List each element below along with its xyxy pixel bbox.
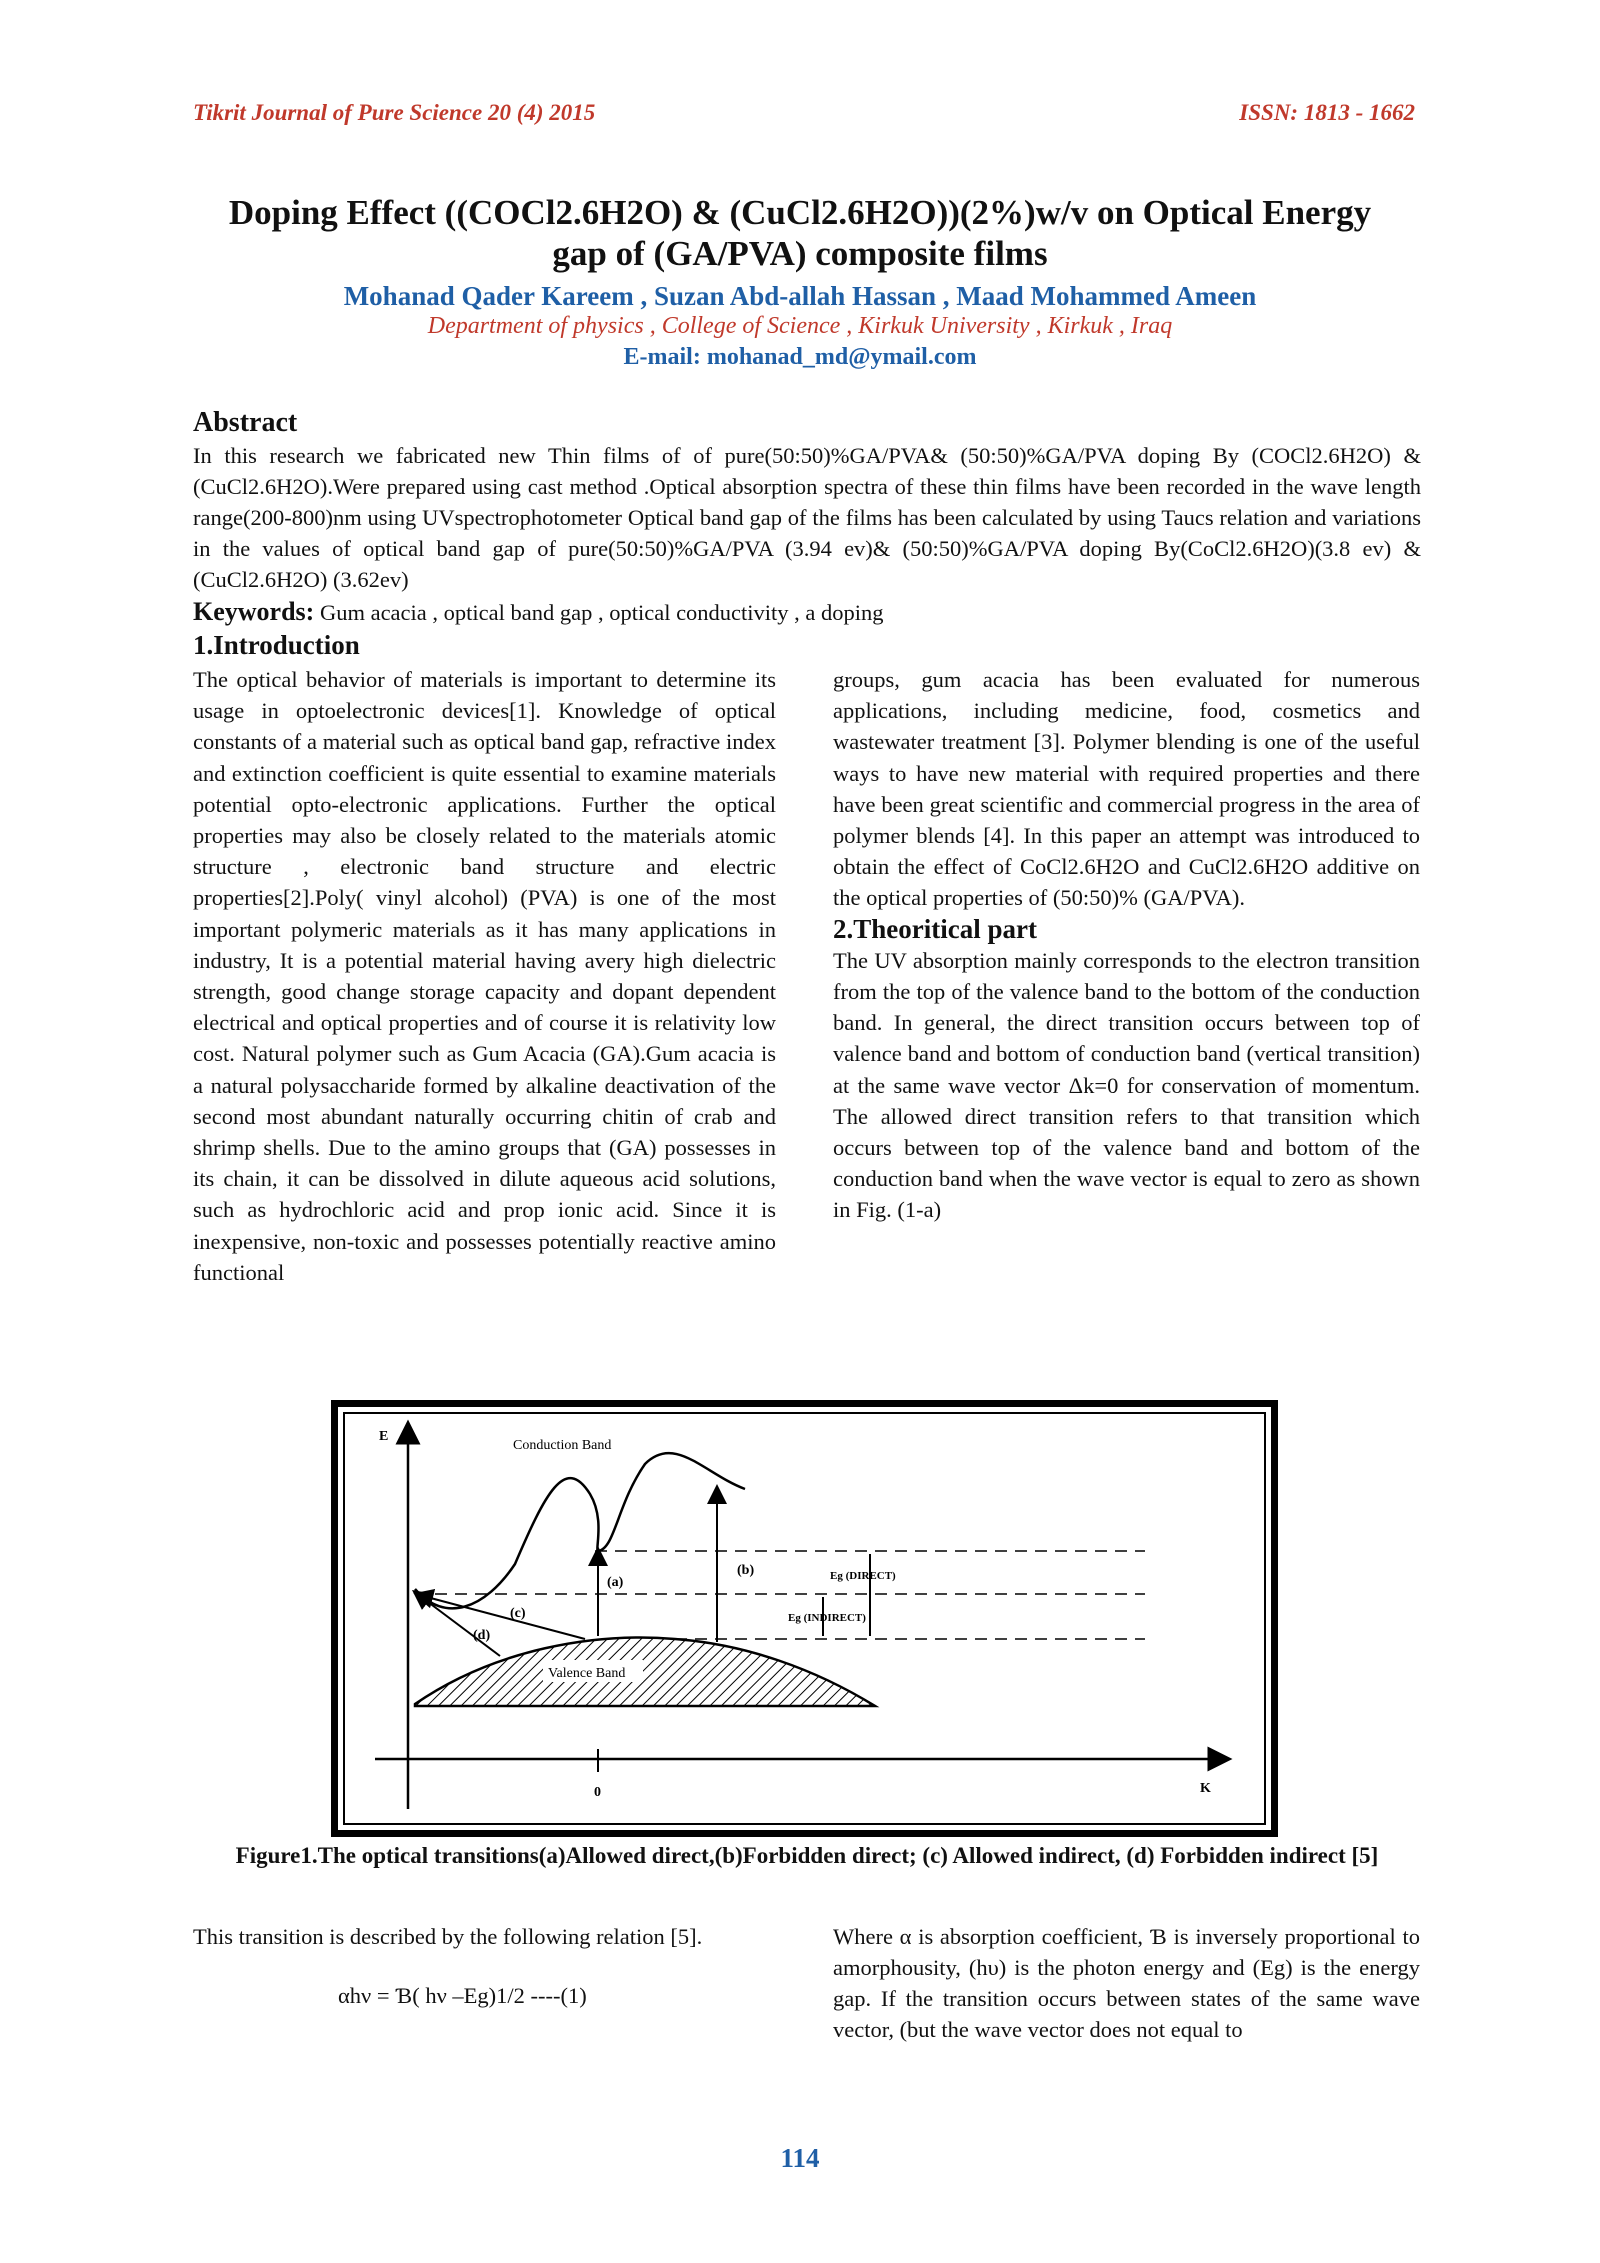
conduction-band-curve — [415, 1453, 745, 1608]
label-a: (a) — [607, 1575, 624, 1590]
e-axis-label: E — [379, 1429, 389, 1444]
theory-text: The UV absorption mainly corresponds to the electron transition from the top of the valence band to the bottom of the conduction band. In general, the direct transition occurs between top of valence band and bottom of conduction band (vertical transition) at the same wave vector Δk=0 for conservation of momentum. The allowed direct transition refers to that transition which occurs between top of the valence band and bottom of the conduction band when the wave vector is equal to zero as shown in Fig. (1-a) — [833, 947, 1420, 1223]
title-line-2: gap of (GA/PVA) composite films — [552, 234, 1048, 273]
figure-inner — [343, 1412, 1266, 1825]
intro-right-text: groups, gum acacia has been evaluated for numerous applications, including medicine, food, cosmetics and wastewater treatment [3]. Polymer blending is one of the useful ways to have new material with required properties and there have been great scientific and commercial progress in the area of polymer blends [4]. In this paper an attempt was introduced to obtain the effect of CoCl2.6H2O and CuCl2.6H2O additive on the optical properties of (50:50)% (GA/PVA). — [833, 667, 1420, 911]
abstract-text: In this research we fabricated new Thin films of of pure(50:50)%GA/PVA& (50:50)%GA/PVA doping By (COCl2.6H2O) & (CuCl2.6H2O).Were prepared using cast method .Optical absorption spectra of these thin films have been recorded in the wave length range(200-800)nm using UVspectrophotometer Optical band gap of the films has been calculated by using Taucs relation and variations in the values of optical band gap of pure(50:50)%GA/PVA (3.94 ev)& (50:50)%GA/PVA doping By(CoCl2.6H2O)(3.8 ev) &(CuCl2.6H2O) (3.62ev) — [193, 443, 1421, 592]
figure-frame — [331, 1400, 1278, 1837]
origin-label: 0 — [594, 1785, 601, 1800]
right-column — [833, 664, 1420, 1226]
keywords-text: Gum acacia , optical band gap , optical conductivity , a doping — [314, 600, 884, 625]
bottom-left-text: This transition is described by the following relation [5]. — [193, 1924, 703, 1949]
paper-title — [180, 192, 1420, 274]
authors: Mohanad Qader Kareem , Suzan Abd-allah Hassan , Maad Mohammed Ameen — [343, 281, 1257, 311]
title-line-1: Doping Effect ((COCl2.6H2O) & (CuCl2.6H2O))(2%)w/v on Optical Energy — [228, 193, 1372, 232]
eg-direct-label: Eg (DIRECT) — [830, 1570, 896, 1582]
keywords — [193, 597, 1421, 628]
k-axis-label: K — [1200, 1781, 1211, 1796]
issn-header: ISSN: 1813 - 1662 — [1239, 100, 1415, 125]
label-d: (d) — [473, 1628, 491, 1643]
valence-band — [415, 1638, 875, 1706]
valence-label: Valence Band — [548, 1666, 626, 1681]
page-number: 114 — [780, 2143, 820, 2173]
theory-heading: 2.Theoritical part — [833, 913, 1037, 944]
keywords-label: Keywords: — [193, 597, 315, 626]
conduction-label: Conduction Band — [513, 1438, 612, 1453]
label-c: (c) — [510, 1606, 526, 1621]
label-b: (b) — [737, 1563, 755, 1578]
bottom-right-text: Where α is absorption coefficient, Ɓ is inversely proportional to amorphousity, (hυ) is the photon energy and (Eg) is the energy gap. If the transition occurs between states of the same wave vector, (but the wave vector does not equal to — [833, 1924, 1420, 2042]
journal-header: Tikrit Journal of Pure Science 20 (4) 2015 — [193, 100, 596, 125]
email: E-mail: mohanad_md@ymail.com — [623, 344, 977, 370]
intro-left-column: The optical behavior of materials is important to determine its usage in optoelectronic devices[1]. Knowledge of optical constants of a material such as optical band gap, refractive index and extinction coefficient is quite essential to examine materials potential opto-electronic applications. Further the optical properties may also be closely related to the materials atomic structure , electronic band structure and electric properties[2].Poly( vinyl alcohol) (PVA) is one of the most important polymeric materials as it has many applications in industry, It is a potential material having avery high dielectric strength, good change storage capacity and dopant dependent electrical and optical properties and of course it is relativity low cost. Natural polymer such as Gum Acacia (GA).Gum acacia is a natural polysaccharide formed by alkaline deactivation of the second most abundant naturally occurring chitin of crab and shrimp shells. Due to the amino groups that (GA) possesses in its chain, it can be dissolved in dilute aqueous acid solutions, such as hydrochloric acid and prop ionic acid. Since it is inexpensive, non-toxic and possesses potentially reactive amino functional — [193, 667, 776, 1285]
intro-heading: 1.Introduction — [193, 630, 360, 660]
abstract-heading: Abstract — [193, 407, 298, 438]
band-diagram — [345, 1414, 1264, 1823]
affiliation: Department of physics , College of Science , Kirkuk University , Kirkuk , Iraq — [427, 313, 1173, 339]
equation-1: αhν = Ɓ( hν –Eg)1/2 ----(1) — [338, 1983, 587, 2008]
figure-caption: Figure1.The optical transitions(a)Allowed direct,(b)Forbidden direct; (c) Allowed indirect, (d) Forbidden indirect [5] — [235, 1843, 1379, 1868]
eg-indirect-label: Eg (INDIRECT) — [788, 1612, 866, 1624]
